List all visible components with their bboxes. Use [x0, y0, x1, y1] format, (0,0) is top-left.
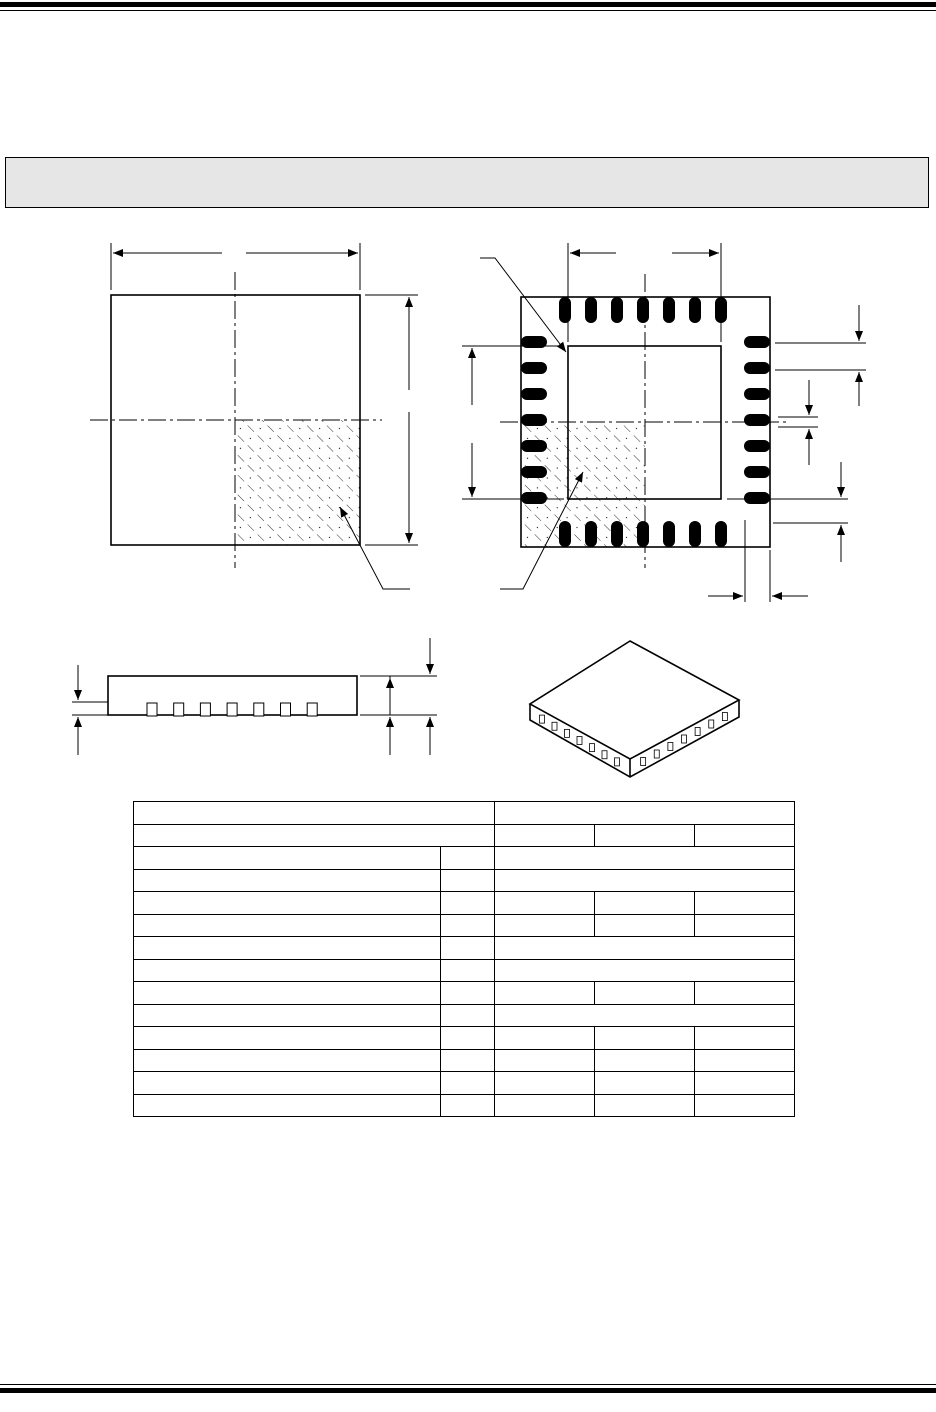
table-cell	[495, 959, 795, 982]
table-cell	[441, 914, 495, 937]
lead-pad-right	[744, 414, 770, 426]
iso-lead-right	[695, 728, 700, 736]
table-cell	[441, 937, 495, 960]
header-rule-thin	[0, 10, 936, 11]
table-cell	[441, 982, 495, 1005]
table-cell	[441, 847, 495, 870]
table-cell	[495, 869, 795, 892]
table-cell	[495, 1049, 595, 1072]
iso-lead-left	[577, 737, 582, 745]
table-cell	[134, 937, 441, 960]
table-cell	[441, 1027, 495, 1050]
table-cell	[441, 892, 495, 915]
table-row	[134, 869, 795, 892]
lead-pad-top	[559, 297, 571, 323]
table-cell	[495, 847, 795, 870]
table-cell	[495, 1072, 595, 1095]
table-row	[134, 959, 795, 982]
top-view	[90, 243, 418, 589]
lead-pad-bottom	[715, 521, 727, 547]
table-cell	[695, 1094, 795, 1117]
pin1-index-area	[235, 420, 360, 545]
table-cell	[595, 914, 695, 937]
lead-pad-left	[521, 362, 547, 374]
table-cell	[134, 914, 441, 937]
table-cell	[595, 1072, 695, 1095]
table-cell	[134, 892, 441, 915]
table-cell	[134, 824, 495, 847]
lead-pad-top	[585, 297, 597, 323]
table-cell	[495, 1027, 595, 1050]
lead-pad-left	[521, 466, 547, 478]
table-cell	[595, 1094, 695, 1117]
lead-pad-top	[663, 297, 675, 323]
table-row	[134, 847, 795, 870]
iso-lead-right	[682, 735, 687, 743]
table-cell	[441, 959, 495, 982]
side-lead	[307, 703, 317, 716]
table-cell	[495, 937, 795, 960]
lead-pad-top	[715, 297, 727, 323]
lead-pad-right	[744, 388, 770, 400]
lead-pad-left	[521, 492, 547, 504]
lead-pad-right	[744, 492, 770, 504]
side-lead	[254, 703, 264, 716]
lead-pad-right	[744, 362, 770, 374]
table-cell	[595, 892, 695, 915]
lead-pad-left	[521, 336, 547, 348]
table-row	[134, 824, 795, 847]
lead-pad-bottom	[689, 521, 701, 547]
table-cell	[495, 1004, 795, 1027]
table-row	[134, 1049, 795, 1072]
iso-lead-left	[565, 729, 570, 737]
lead-pad-top	[611, 297, 623, 323]
header-rule-thick	[0, 2, 936, 7]
table-row	[134, 982, 795, 1005]
iso-lead-right	[668, 743, 673, 751]
isometric-view	[530, 641, 739, 777]
table-cell	[134, 1094, 441, 1117]
iso-lead-right	[654, 750, 659, 758]
table-cell	[134, 1049, 441, 1072]
table-cell	[495, 802, 795, 825]
footer-rule-thin	[0, 1384, 936, 1385]
table-cell	[441, 1004, 495, 1027]
table-cell	[595, 1027, 695, 1050]
table-cell	[441, 1049, 495, 1072]
table-row	[134, 1004, 795, 1027]
side-lead	[281, 703, 291, 716]
lead-pad-right	[744, 466, 770, 478]
table-cell	[134, 982, 441, 1005]
table-cell	[134, 959, 441, 982]
iso-lead-right	[709, 720, 714, 728]
table-row	[134, 892, 795, 915]
iso-lead-left	[590, 744, 595, 752]
table-cell	[134, 1072, 441, 1095]
side-view	[72, 638, 437, 755]
lead-pad-left	[521, 440, 547, 452]
table-cell	[695, 914, 795, 937]
iso-lead-right	[722, 713, 727, 721]
table-cell	[695, 892, 795, 915]
side-lead	[200, 703, 210, 716]
table-row	[134, 1072, 795, 1095]
table-cell	[695, 982, 795, 1005]
table-cell	[134, 869, 441, 892]
iso-lead-left	[615, 758, 620, 766]
package-drawing	[0, 230, 936, 790]
table-row	[134, 1027, 795, 1050]
side-lead	[227, 703, 237, 716]
table-cell	[134, 802, 495, 825]
table-cell	[134, 847, 441, 870]
lead-pad-left	[521, 414, 547, 426]
table-cell	[495, 914, 595, 937]
side-lead	[174, 703, 184, 716]
table-cell	[441, 869, 495, 892]
table-cell	[695, 1027, 795, 1050]
table-cell	[695, 1072, 795, 1095]
lead-pad-left	[521, 388, 547, 400]
table-cell	[595, 824, 695, 847]
lead-pad-bottom	[637, 521, 649, 547]
lead-pad-top	[637, 297, 649, 323]
lead-pad-top	[689, 297, 701, 323]
table-cell	[134, 1004, 441, 1027]
table-cell	[695, 1049, 795, 1072]
table-cell	[495, 824, 595, 847]
dimension-table	[133, 801, 795, 1117]
table-cell	[441, 1094, 495, 1117]
table-cell	[495, 892, 595, 915]
side-lead	[147, 703, 157, 716]
footer-rule-thick	[0, 1388, 936, 1393]
side-view-leads	[147, 703, 317, 716]
iso-lead-right	[641, 758, 646, 766]
iso-lead-left	[602, 751, 607, 759]
table-cell	[495, 1094, 595, 1117]
table-cell	[595, 1049, 695, 1072]
table-cell	[495, 982, 595, 1005]
lead-pad-bottom	[663, 521, 675, 547]
table-row	[134, 1094, 795, 1117]
table-row	[134, 937, 795, 960]
lead-pad-right	[744, 336, 770, 348]
table-row	[134, 914, 795, 937]
table-header-row	[134, 802, 795, 825]
table-cell	[695, 824, 795, 847]
iso-lead-left	[540, 715, 545, 723]
table-cell	[134, 1027, 441, 1050]
iso-lead-left	[552, 722, 557, 730]
lead-pad-bottom	[585, 521, 597, 547]
lead-pad-bottom	[611, 521, 623, 547]
lead-pad-right	[744, 440, 770, 452]
table-cell	[441, 1072, 495, 1095]
title-banner	[5, 157, 929, 208]
lead-pad-bottom	[559, 521, 571, 547]
table-cell	[595, 982, 695, 1005]
